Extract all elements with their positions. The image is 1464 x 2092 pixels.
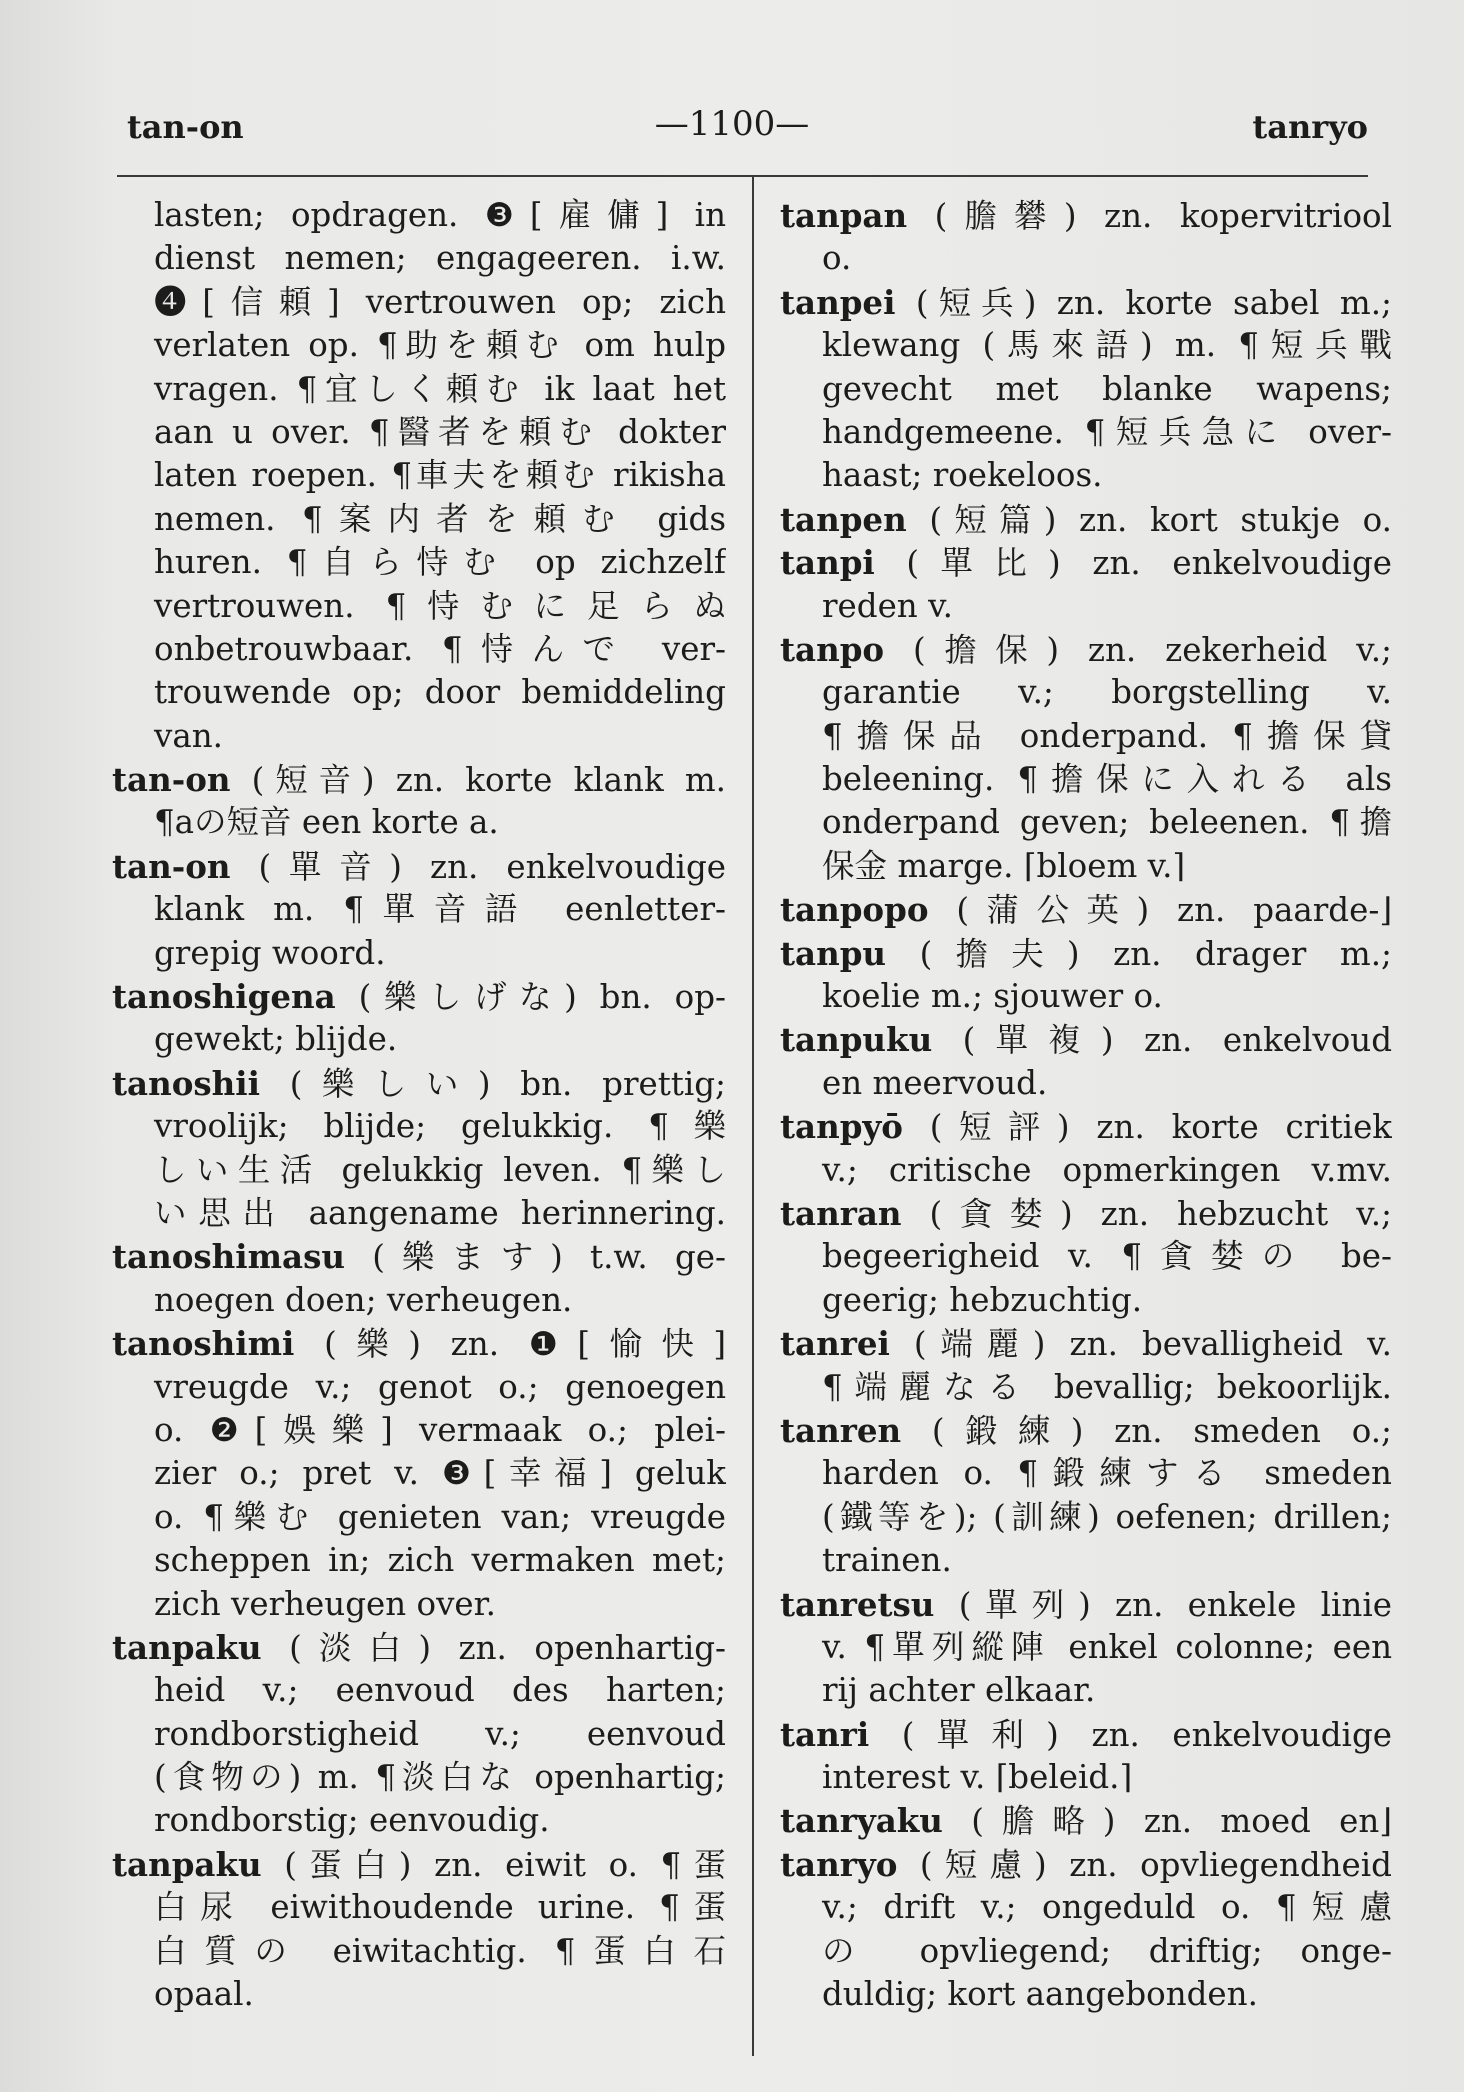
headword: tanoshimi	[112, 1324, 295, 1364]
entry-headword-line	[112, 1322, 726, 1365]
definition-text: klank m. ¶單音語 eenletter-	[154, 890, 726, 929]
entry-text-line	[112, 1930, 726, 1973]
definition-text: handgemeene. ¶短兵急に over-	[822, 412, 1392, 451]
entry-text-line	[112, 1018, 726, 1061]
definition-text: interest v. ⌈beleid.⌉	[822, 1758, 1133, 1797]
definition-text: vertrouwen. ¶恃むに足らぬ	[154, 586, 726, 625]
definition-text: noegen doen; verheugen.	[154, 1280, 573, 1319]
definition-text: (單複) zn. enkelvoud	[932, 1021, 1392, 1060]
headword: tanpaku	[112, 1844, 262, 1884]
definition-text: (鍛練) zn. smeden o.;	[901, 1411, 1392, 1450]
definition-text: v. ¶單列縱陣 enkel colonne; een	[822, 1627, 1392, 1666]
definition-text: o. ❷[娛樂] vermaak o.; plei-	[154, 1410, 726, 1449]
entry-text-line	[780, 1973, 1392, 2016]
entry-text-line	[112, 1366, 726, 1409]
headword: tanryo	[780, 1844, 898, 1884]
entry-text-line	[112, 1452, 726, 1495]
entry-headword-line	[780, 541, 1392, 584]
column-divider	[752, 176, 754, 2056]
entry-headword-line	[780, 194, 1392, 237]
entry-text-line	[780, 1756, 1392, 1799]
entry-text-line	[112, 1279, 726, 1322]
definition-text: zich verheugen over.	[154, 1584, 496, 1623]
headword: tanpei	[780, 282, 896, 322]
entry-text-line	[112, 1583, 726, 1626]
definition-text: (單列) zn. enkele linie	[934, 1585, 1392, 1624]
definition-text: (短篇) zn. kort stukje o.	[906, 500, 1392, 539]
entry-text-line	[112, 1496, 726, 1539]
definition-text: (膽礬) zn. kopervitriool	[907, 197, 1392, 235]
definition-text: o.	[822, 239, 852, 278]
definition-text: klewang (馬來語) m. ¶短兵戰	[822, 326, 1392, 365]
entry-text-line	[780, 1886, 1392, 1929]
definition-text: 保金 marge. ⌈bloem v.⌉	[822, 846, 1186, 885]
definition-text: (端麗) zn. bevalligheid v.	[889, 1325, 1392, 1364]
entry-text-line	[112, 888, 726, 931]
definition-text: (膽略) zn. moed en⌋	[942, 1802, 1392, 1841]
definition-text: (蒲公英) zn. paarde-⌋	[928, 891, 1392, 930]
definition-text: ❹[信頼] vertrouwen op; zich	[154, 282, 726, 321]
entry-text-line	[780, 758, 1392, 801]
entry-text-line	[112, 1669, 726, 1712]
entry-text-line	[780, 368, 1392, 411]
entry-headword-line	[780, 1018, 1392, 1061]
headword: tanpaku	[112, 1627, 262, 1667]
entry-text-line	[780, 1539, 1392, 1582]
headword: tan-on	[112, 846, 231, 886]
headword: tanran	[780, 1193, 902, 1233]
headword: tanoshii	[112, 1063, 260, 1103]
entry-text-line	[780, 1930, 1392, 1973]
entry-text-line	[112, 194, 726, 237]
definition-text: rondborstigheid v.; eenvoud	[154, 1714, 726, 1753]
entry-text-line	[780, 324, 1392, 367]
definition-text: van.	[154, 716, 223, 755]
definition-text: gewekt; blijde.	[154, 1020, 398, 1059]
entry-text-line	[780, 1366, 1392, 1409]
entry-text-line	[112, 1409, 726, 1452]
entry-text-line	[780, 454, 1392, 497]
definition-text: trainen.	[822, 1541, 952, 1580]
entry-headword-line	[780, 1713, 1392, 1756]
entry-text-line	[112, 498, 726, 541]
entry-text-line	[112, 324, 726, 367]
entry-headword-line	[780, 1843, 1392, 1886]
definition-text: v.; critische opmerkingen v.mv.	[822, 1150, 1392, 1189]
headword: tanryaku	[780, 1801, 943, 1841]
entry-headword-line	[112, 1843, 726, 1886]
entry-text-line	[780, 411, 1392, 454]
entry-headword-line	[780, 932, 1392, 975]
entry-text-line	[112, 368, 726, 411]
definition-text: の opvliegend; driftig; onge-	[822, 1931, 1392, 1970]
definition-text: harden o. ¶鍛練する smeden	[822, 1454, 1392, 1493]
definition-text: (擔保) zn. zekerheid v.;	[884, 630, 1392, 669]
definition-text: (蛋白) zn. eiwit o. ¶蛋	[261, 1845, 726, 1884]
entry-text-line	[112, 281, 726, 324]
entry-text-line	[780, 1279, 1392, 1322]
entry-headword-line	[780, 1105, 1392, 1148]
header-rule	[117, 175, 1368, 177]
headword: tanpopo	[780, 890, 929, 930]
entry-text-line	[780, 585, 1392, 628]
headword: tanpuku	[780, 1020, 933, 1060]
entry-headword-line	[780, 498, 1392, 541]
headword: tanri	[780, 1714, 870, 1754]
entry-headword-line	[780, 1192, 1392, 1235]
definition-text: vragen. ¶宜しく頼む ik laat het	[154, 369, 726, 408]
entry-headword-line	[112, 1062, 726, 1105]
definition-text: しい生活 gelukkig leven. ¶樂し	[154, 1150, 726, 1189]
entry-text-line	[112, 1799, 726, 1842]
definition-text: scheppen in; zich vermaken met;	[154, 1541, 726, 1580]
definition-text: 白尿 eiwithoudende urine. ¶蛋	[154, 1888, 726, 1927]
entry-text-line	[780, 715, 1392, 758]
entry-headword-line	[112, 1235, 726, 1278]
headword: tanpyō	[780, 1107, 903, 1147]
entry-text-line	[112, 454, 726, 497]
definition-text: beleening. ¶擔保に入れる als	[822, 760, 1392, 799]
headword: tanpo	[780, 629, 885, 669]
entry-text-line	[780, 1149, 1392, 1192]
definition-text: verlaten op. ¶助を頼む om hulp	[154, 326, 726, 365]
definition-text: rij achter elkaar.	[822, 1671, 1096, 1710]
headword: tanpen	[780, 499, 907, 539]
entry-text-line	[112, 237, 726, 280]
entry-text-line	[112, 801, 726, 844]
definition-text: trouwende op; door bemiddeling	[154, 673, 726, 712]
definition-text: koelie m.; sjouwer o.	[822, 977, 1163, 1016]
definition-text: opaal.	[154, 1975, 254, 2014]
entry-headword-line	[780, 1583, 1392, 1626]
entry-headword-line	[112, 975, 726, 1018]
entry-text-line	[112, 628, 726, 671]
entry-text-line	[780, 1452, 1392, 1495]
definition-text: gevecht met blanke wapens;	[822, 369, 1392, 408]
entry-text-line	[112, 1539, 726, 1582]
headword: tanrei	[780, 1324, 890, 1364]
definition-text: (短慮) zn. opvliegendheid	[897, 1845, 1392, 1884]
entry-text-line	[112, 585, 726, 628]
headword: tanpu	[780, 933, 887, 973]
entry-text-line	[780, 1235, 1392, 1278]
entry-headword-line	[112, 1626, 726, 1669]
definition-text: zier o.; pret v. ❸[幸福] geluk	[154, 1454, 726, 1493]
entry-text-line	[780, 845, 1392, 888]
definition-text: geerig; hebzuchtig.	[822, 1280, 1143, 1319]
entry-headword-line	[780, 888, 1392, 931]
definition-text: reden v.	[822, 586, 953, 625]
headword: tanpan	[780, 196, 908, 235]
entry-text-line	[112, 541, 726, 584]
entry-text-line	[112, 1886, 726, 1929]
headword: tanpi	[780, 543, 875, 583]
definition-text: 白質の eiwitachtig. ¶蛋白石	[154, 1931, 726, 1970]
definition-text: (短音) zn. korte klank m.	[230, 761, 726, 800]
definition-text: duldig; kort aangebonden.	[822, 1975, 1258, 2014]
definition-text: nemen. ¶案内者を頼む gids	[154, 499, 726, 538]
entry-headword-line	[112, 758, 726, 801]
entry-text-line	[780, 1669, 1392, 1712]
definition-text: heid v.; eenvoud des harten;	[154, 1671, 726, 1710]
entry-headword-line	[112, 845, 726, 888]
definition-text: vreugde v.; genot o.; genoegen	[154, 1367, 726, 1406]
running-head-left: tan-on	[127, 108, 244, 146]
entry-headword-line	[780, 1409, 1392, 1452]
definition-text: (淡白) zn. openhartig-	[261, 1628, 726, 1667]
definition-text: onbetrouwbaar. ¶恃んで ver-	[154, 629, 726, 668]
headword: tanoshimasu	[112, 1237, 346, 1277]
definition-text: en meervoud.	[822, 1063, 1048, 1102]
headword: tan-on	[112, 760, 231, 800]
definition-text: ¶aの短音 een korte a.	[154, 803, 499, 842]
definition-text: (短評) zn. korte critiek	[903, 1108, 1392, 1147]
entry-text-line	[112, 932, 726, 975]
entry-text-line	[780, 975, 1392, 1018]
right-column	[780, 194, 1392, 2016]
entry-headword-line	[780, 1322, 1392, 1365]
entry-text-line	[780, 1062, 1392, 1105]
definition-text: rondborstig; eenvoudig.	[154, 1801, 550, 1840]
headword: tanoshigena	[112, 977, 336, 1017]
definition-text: huren. ¶自ら恃む op zichzelf	[154, 543, 726, 582]
definition-text: begeerigheid v. ¶貪婪の be-	[822, 1237, 1392, 1276]
definition-text: (樂ます) t.w. ge-	[345, 1238, 726, 1277]
entry-text-line	[112, 1973, 726, 2016]
entry-text-line	[780, 801, 1392, 844]
entry-text-line	[112, 715, 726, 758]
definition-text: (樂) zn. ❶[愉快]	[294, 1325, 726, 1364]
headword: tanretsu	[780, 1584, 935, 1624]
definition-text: ¶擔保品 onderpand. ¶擔保貸	[822, 716, 1392, 755]
definition-text: vroolijk; blijde; gelukkig. ¶樂	[154, 1107, 726, 1146]
definition-text: (貪婪) zn. hebzucht v.;	[901, 1194, 1392, 1233]
running-head-right: tanryo	[1252, 108, 1368, 146]
headword: tanren	[780, 1410, 902, 1450]
definition-text: (單利) zn. enkelvoudige	[869, 1715, 1392, 1754]
left-column	[112, 194, 726, 2016]
definition-text: (單音) zn. enkelvoudige	[230, 847, 726, 886]
entry-text-line	[112, 1149, 726, 1192]
entry-text-line	[780, 237, 1392, 280]
definition-text: haast; roekeloos.	[822, 456, 1103, 495]
definition-text: o. ¶樂む genieten van; vreugde	[154, 1497, 726, 1536]
entry-headword-line	[780, 1799, 1392, 1842]
entry-text-line	[780, 671, 1392, 714]
definition-text: grepig woord.	[154, 933, 386, 972]
definition-text: v.; drift v.; ongeduld o. ¶短慮	[822, 1888, 1392, 1927]
entry-text-line	[112, 1105, 726, 1148]
definition-text: (短兵) zn. korte sabel m.;	[895, 283, 1392, 322]
definition-text: dienst nemen; engageeren. i.w.	[154, 239, 726, 278]
entry-text-line	[112, 1713, 726, 1756]
definition-text: ¶端麗なる bevallig; bekoorlijk.	[822, 1367, 1392, 1406]
definition-text: (食物の) m. ¶淡白な openhartig;	[154, 1758, 726, 1797]
definition-text: い思出 aangename herinnering.	[154, 1193, 726, 1232]
definition-text: (單比) zn. enkelvoudige	[874, 544, 1392, 583]
definition-text: (樂しげな) bn. op-	[335, 978, 726, 1017]
definition-text: onderpand geven; beleenen. ¶擔	[822, 803, 1392, 842]
entry-headword-line	[780, 628, 1392, 671]
entry-text-line	[780, 1626, 1392, 1669]
entry-text-line	[112, 1192, 726, 1235]
entry-text-line	[780, 1496, 1392, 1539]
definition-text: (擔夫) zn. drager m.;	[886, 934, 1392, 973]
entry-text-line	[112, 411, 726, 454]
definition-text: aan u over. ¶醫者を頼む dokter	[154, 412, 726, 451]
page-number: —1100—	[654, 104, 810, 144]
entry-text-line	[112, 1756, 726, 1799]
definition-text: laten roepen. ¶車夫を頼む rikisha	[154, 456, 726, 495]
entry-headword-line	[780, 281, 1392, 324]
definition-text: garantie v.; borgstelling v.	[822, 673, 1392, 712]
definition-text: (鐵等を); (訓練) oefenen; drillen;	[822, 1497, 1392, 1536]
entry-text-line	[112, 671, 726, 714]
definition-text: (樂しい) bn. prettig;	[260, 1064, 726, 1103]
definition-text: lasten; opdragen. ❸[雇傭] in	[154, 196, 726, 234]
